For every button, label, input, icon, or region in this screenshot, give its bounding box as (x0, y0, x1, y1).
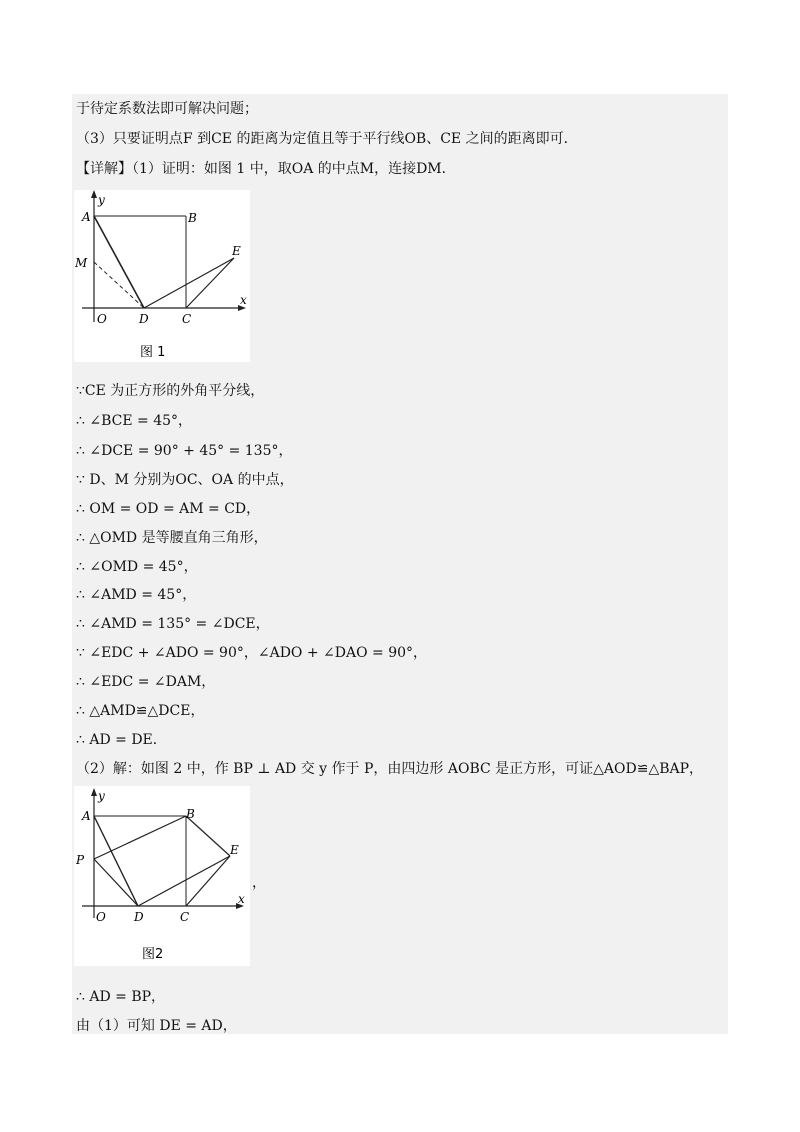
text-line-6: ∴ ∠DCE = 90° + 45° = 135°， (76, 443, 293, 459)
text-line-10: ∴ ∠OMD = 45°， (76, 559, 198, 575)
figure-2 (74, 786, 250, 966)
segment-ce (186, 856, 230, 906)
figure-1-caption: 图 1 (140, 345, 166, 360)
label-y: y (98, 789, 105, 803)
figure-2-trailing-comma: ， (252, 875, 266, 891)
label-c: C (180, 910, 190, 924)
text-line-11: ∴ ∠AMD = 45°， (76, 587, 197, 603)
figure-1 (74, 190, 250, 362)
text-line-17: （2）解：如图 2 中，作 BP ⊥ AD 交 y 作于 P，由四边形 AOBC 是正方形，可证△AOD≌△BAP， (76, 761, 704, 777)
segment-be (186, 816, 230, 856)
text-line-12: ∴ ∠AMD = 135° = ∠DCE， (76, 616, 270, 632)
text-line-18: ∴ AD = BP， (76, 989, 166, 1005)
text-line-13: ∵ ∠EDC + ∠ADO = 90°，∠ADO + ∠DAO = 90°， (76, 645, 428, 661)
text-line-7: ∵ D、M 分别为OC、OA 的中点， (76, 472, 294, 488)
label-a: A (82, 210, 91, 224)
text-line-14: ∴ ∠EDC = ∠DAM， (76, 674, 216, 690)
y-axis-arrow (91, 190, 97, 198)
text-line-16: ∴ AD = DE． (76, 732, 167, 748)
label-e: E (230, 843, 239, 857)
label-c: C (182, 312, 192, 326)
text-line-4: ∵CE 为正方形的外角平分线， (76, 383, 265, 399)
text-line-19: 由（1）可知 DE = AD， (76, 1018, 237, 1034)
label-m: M (75, 256, 88, 270)
label-d: D (134, 910, 144, 924)
text-line-9: ∴ △OMD 是等腰直角三角形， (76, 530, 268, 546)
text-line-8: ∴ OM = OD = AM = CD， (76, 501, 261, 517)
y-axis-arrow (91, 788, 97, 796)
text-line-1: 于待定系数法即可解决问题； (76, 101, 258, 117)
text-line-15: ∴ △AMD≌△DCE， (76, 703, 205, 719)
label-x: x (240, 293, 247, 307)
label-e: E (232, 244, 241, 258)
label-o: O (97, 312, 107, 326)
segment-ce (186, 258, 234, 308)
segment-ad (94, 816, 138, 906)
segment-de (138, 856, 230, 906)
label-x: x (238, 892, 245, 906)
segment-pb (94, 816, 186, 859)
label-b: B (186, 807, 195, 821)
label-o: O (96, 910, 106, 924)
label-d: D (139, 312, 149, 326)
label-p: P (76, 853, 85, 867)
text-line-5: ∴ ∠BCE = 45°， (76, 413, 193, 429)
label-a: A (82, 809, 91, 823)
figure-2-caption: 图2 (142, 947, 164, 962)
label-y: y (98, 193, 105, 207)
segment-ad (94, 216, 144, 308)
segment-pd (94, 859, 138, 906)
text-line-3: 【详解】（1）证明：如图 1 中，取OA 的中点M，连接DM． (76, 161, 456, 177)
label-b: B (188, 211, 197, 225)
segment-md-dashed (94, 262, 144, 308)
segment-de (144, 258, 234, 308)
text-line-2: （3）只要证明点F 到CE 的距离为定值且等于平行线OB、CE 之间的距离即可． (76, 131, 578, 147)
